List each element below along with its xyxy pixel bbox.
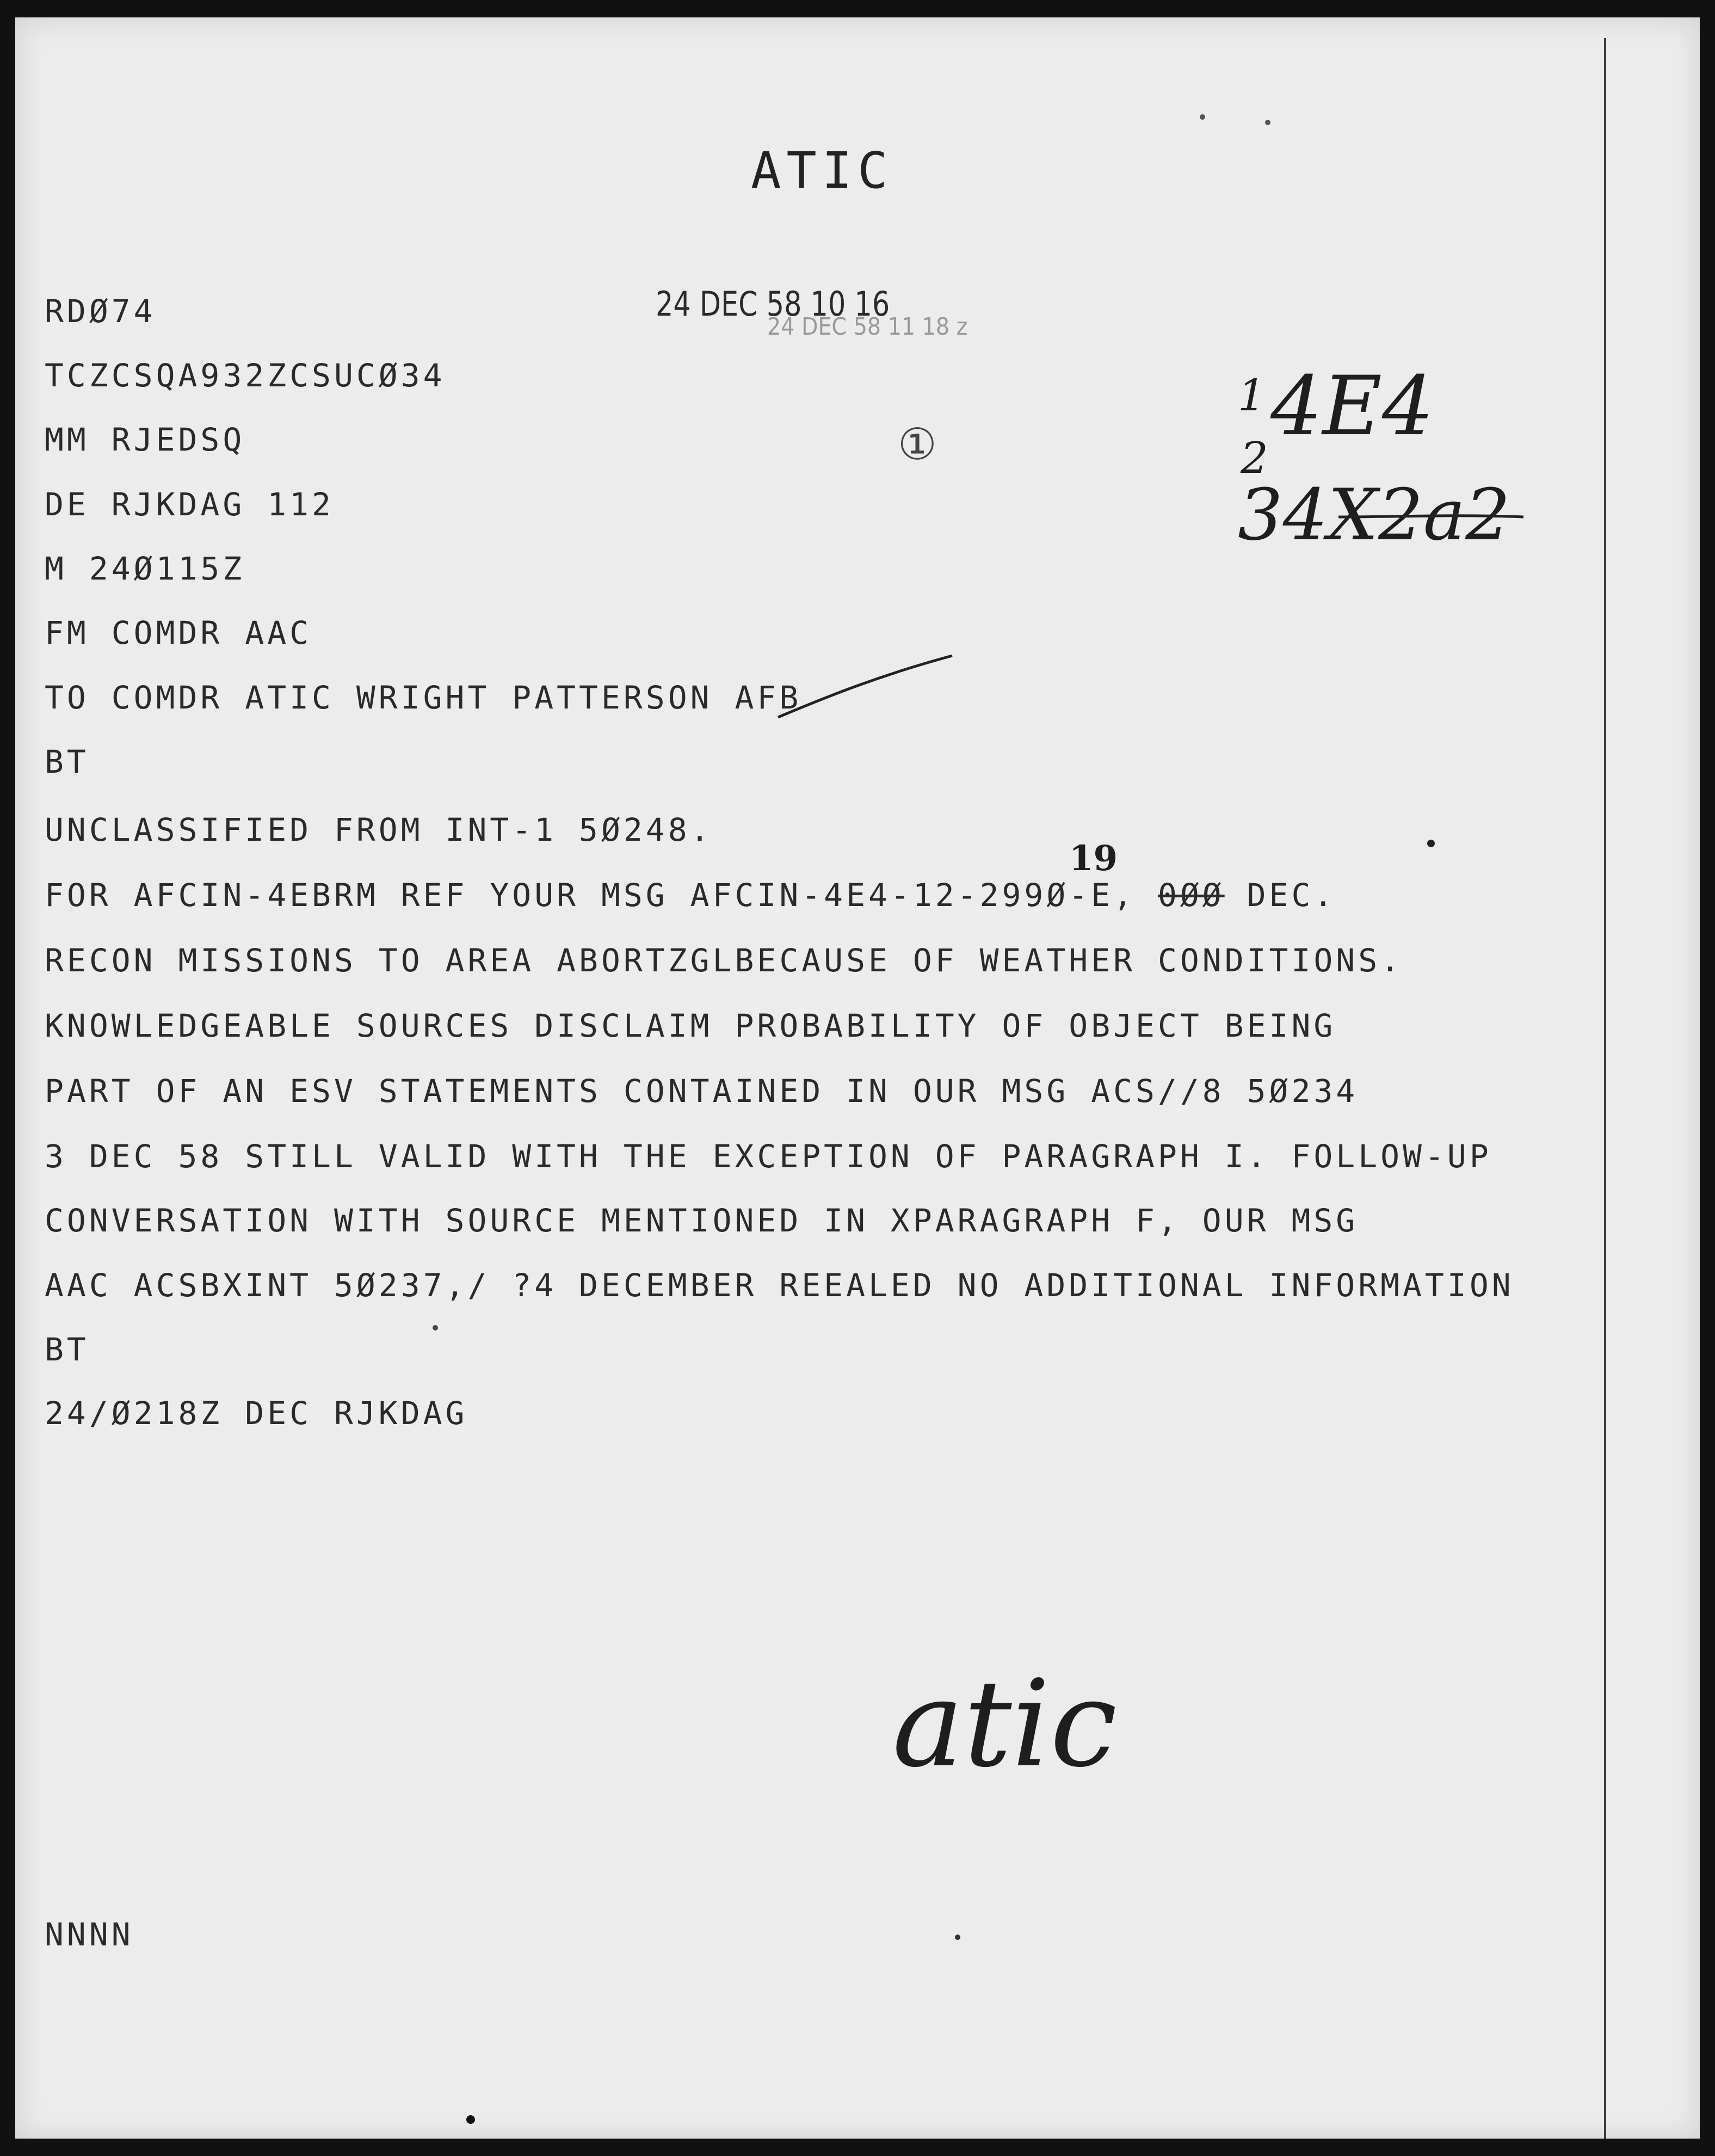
pen-stroke — [778, 656, 952, 717]
speck — [955, 1935, 960, 1940]
handwritten-number-1: 1 — [1238, 370, 1266, 421]
speck — [433, 1325, 438, 1330]
routing-line: FM COMDR AAC — [45, 614, 312, 651]
body-line: CONVERSATION WITH SOURCE MENTIONED IN XPARAGRAPH F, OUR MSG — [45, 1202, 1359, 1239]
body-text: FOR AFCIN-4EBRM REF YOUR MSG AFCIN-4E4-12-299Ø-E, — [45, 877, 1136, 914]
routing-line: M 24Ø115Z — [45, 550, 245, 587]
body-line: UNCLASSIFIED FROM INT-1 5Ø248. — [45, 811, 713, 848]
body-line: KNOWLEDGEABLE SOURCES DISCLAIM PROBABILITY OF OBJECT BEING — [45, 1007, 1336, 1044]
handwritten-file-code: 4E4 — [1270, 359, 1434, 454]
body-line: PART OF AN ESV STATEMENTS CONTAINED IN OUR MSG ACS//8 5Ø234 — [45, 1073, 1359, 1110]
handwritten-file-code-2: 34X2a2 — [1238, 473, 1510, 556]
body-text: DEC. — [1247, 877, 1336, 914]
date-stamp: 24 DEC 58 10 16 — [656, 284, 890, 324]
routing-line: TO COMDR ATIC WRIGHT PATTERSON AFB — [45, 679, 802, 716]
end-of-message-marker: NNNN — [45, 1916, 134, 1953]
pen-underline — [1338, 516, 1523, 517]
handwritten-number-2: 2 — [1241, 433, 1268, 483]
routing-line: MM RJEDSQ — [45, 421, 245, 458]
speck — [1200, 114, 1205, 120]
speck — [1265, 120, 1270, 125]
speck — [466, 2115, 475, 2124]
body-line: AAC ACSBXINT 5Ø237,/ ?4 DECEMBER REEALED NO ADDITIONAL INFORMATION — [45, 1267, 1514, 1304]
routing-line: DE RJKDAG 112 — [45, 486, 334, 523]
struck-text: 0ØØ — [1157, 877, 1225, 914]
scan-border — [0, 2139, 1715, 2156]
closing-line: 24/Ø218Z DEC RJKDAG — [45, 1395, 468, 1432]
closing-line: BT — [45, 1331, 89, 1368]
handwritten-correction: 19 — [1069, 838, 1118, 879]
handwritten-signature: atic — [892, 1654, 1118, 1794]
body-line: RECON MISSIONS TO AREA ABORTZGLBECAUSE OF WEATHER CONDITIONS. — [45, 942, 1403, 979]
body-line: 3 DEC 58 STILL VALID WITH THE EXCEPTION OF PARAGRAPH I. FOLLOW-UP — [45, 1138, 1492, 1175]
routing-line: RDØ74 — [45, 293, 156, 330]
speck — [1427, 840, 1435, 847]
routing-line: TCZCSQA932ZCSUCØ34 — [45, 357, 446, 394]
routing-line: BT — [45, 743, 89, 780]
circled-mark: ① — [898, 419, 937, 470]
page-title: ATIC — [751, 141, 893, 200]
faint-date-stamp: 24 DEC 58 11 18 z — [767, 313, 968, 341]
